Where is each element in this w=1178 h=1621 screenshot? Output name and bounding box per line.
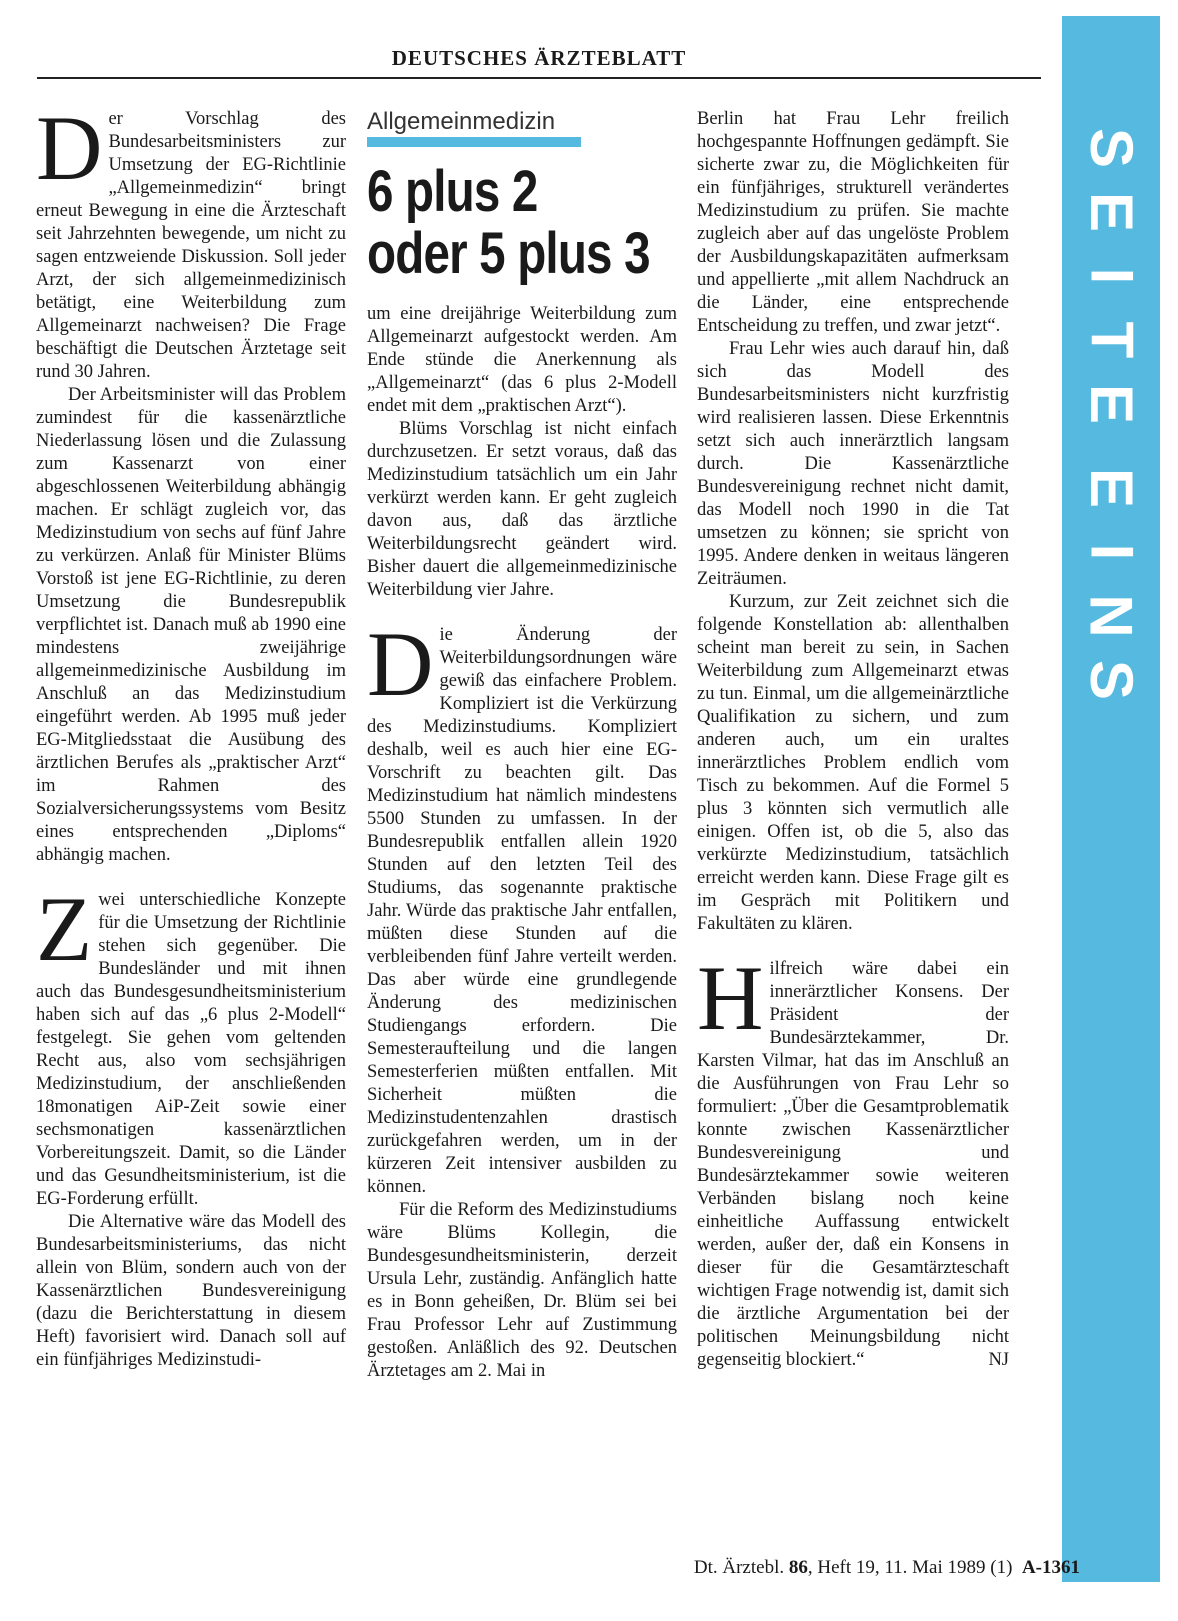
paragraph: Hilfreich wäre dabei ein innerärztlicher Konsens. Der Präsident der Bundesärztekammer, Dr. Karsten Vilmar, hat das im Anschluß an die Ausführungen von Frau Lehr so formuliert: „Über die Gesamtproblematik konnte zwischen Kassenärztlicher Bundesvereinigung und Bundesärztekammer sowie weiteren Verbänden bislang noch keine einheitliche Auffassung entwickelt werden, außer der, daß ein Konsens in dieser für die Gesamtärzteschaft wichtigen Frage notwendig ist, damit sich die ärztliche Argumentation bei der politischen Meinungsbildung nicht gegenseitig blockiert.“ NJ [697, 947, 1009, 1370]
kicker-underline [367, 137, 581, 147]
band-letter: E [1078, 383, 1145, 425]
article-headline [367, 161, 679, 285]
drop-cap: Z [36, 878, 93, 980]
section-band-letters [1062, 116, 1160, 712]
masthead-rule [37, 77, 1041, 79]
paragraph: Die Änderung der Weiterbildungsordnungen wäre gewiß das einfachere Problem. Kompliziert ist die Verkürzung des Medizinstudiums. Kompliziert deshalb, weil es auch hier eine EG-Vorschrift zu beachten gilt. Das Medizinstudium hat nämlich mindestens 5500 Stunden zu umfassen. In der Bundesrepublik entfallen allein 1920 Stunden auf den letzten Teil des Studiums, das sogenannte praktische Jahr. Würde das praktische Jahr entfallen, müßten diese Stunden auf die verbleibenden fünf Jahre verteilt werden. Das aber würde eine grundlegende Änderung des medizinischen Studiengangs erfordern. Die Semesteraufteilung und die langen Semesterferien müßten entfallen. Mit Sicherheit müßten die Medizinstudentenzahlen drastisch zurückgefahren werden, um in der kürzeren Zeit intensiver ausbilden zu können. [367, 613, 677, 1197]
footer-source: Dt. Ärztebl. [693, 1557, 785, 1578]
band-letter: E [1078, 191, 1145, 233]
article-column-3 [697, 108, 1009, 1372]
paragraph: Die Alternative wäre das Modell des Bundesarbeitsministeriums, das nicht allein von Blüm, sondern auch von der Kassenärztlichen Bundesvereinigung (dazu die Berichterstattung in diesem Heft) favorisiert wird. Danach soll auf ein fünfjähriges Medizinstudi- [36, 1212, 346, 1370]
footer-issue: , Heft 19, 11. Mai 1989 (1) [807, 1557, 1013, 1578]
paragraph: Der Arbeitsminister will das Problem zumindest für die kassenärztliche Niederlassung lösen und die Zulassung zum Kassenarzt von einer abgeschlossenen Weiterbildung abhängig machen. Er schlägt zugleich vor, das Medizinstudium von sechs auf fünf Jahre zu verkürzen. Anlaß für Minister Blüms Vorstoß ist jene EG-Richtlinie, zu deren Umsetzung die Bundesrepublik verpflichtet ist. Danach muß ab 1990 eine mindestens zweijährige allgemeinmedizinische Ausbildung im Anschluß an das Medizinstudium eingeführt werden. Ab 1995 muß jeder EG-Mitgliedsstaat die Ausübung des ärztlichen Berufes als „praktischer Arzt“ im Rahmen des Sozialversicherungssystems vom Besitz eines entsprechenden „Diploms“ abhängig machen. [36, 385, 346, 865]
article-kicker: Allgemeinmedizin [367, 108, 556, 135]
masthead: DEUTSCHES ÄRZTEBLATT [391, 46, 687, 70]
band-letter: S [1078, 127, 1145, 169]
drop-cap: H [697, 947, 764, 1049]
band-letter: I [1077, 267, 1145, 285]
paragraph: Berlin hat Frau Lehr freilich hochgespannte Hoffnungen gedämpft. Sie sicherte zwar zu, die Möglichkeiten für ein fünfjähriges, strukturell verändertes Medizinstudium zu prüfen. Sie machte zugleich aber auf das ungelöste Problem der Ausbildungskapazitäten aufmerksam und appellierte „mit allem Nachdruck an die Länder, eine entsprechende Entscheidung zu treffen, und zwar jetzt“. [697, 109, 1009, 336]
paragraph: um eine dreijährige Weiterbildung zum Allgemeinarzt aufgestockt werden. Am Ende stünde die Anerkennung als „Allgemeinarzt“ (das 6 plus 2-Modell endet mit dem „praktischen Arzt“). [367, 304, 677, 416]
footer-volume: 86 [788, 1557, 808, 1578]
drop-cap: D [367, 613, 434, 715]
section-band-seite-eins [1062, 16, 1160, 1582]
paragraph: Frau Lehr wies auch darauf hin, daß sich das Modell des Bundesarbeitsministers nicht kurzfristig wird realisieren lassen. Diese Erkenntnis setzt sich auch innerärztlich langsam durch. Die Kassenärztliche Bundesvereinigung rechnet nicht damit, das Modell noch 1990 in die Tat umsetzen zu können; sie spricht von 1995. Andere denken in weitaus längeren Zeiträumen. [697, 339, 1009, 589]
band-letter: N [1078, 594, 1145, 638]
band-letter: E [1078, 467, 1145, 509]
headline-line-1: 6 plus 2 [367, 159, 538, 224]
band-letter: S [1078, 659, 1145, 701]
page-footer [640, 1557, 1080, 1579]
page-number: A-1361 [1021, 1557, 1080, 1578]
article-column-2 [367, 110, 677, 1383]
band-letter: I [1077, 543, 1145, 561]
paragraph: Der Vorschlag des Bundesarbeitsministers zur Umsetzung der EG-Richtlinie „Allgemeinmedizin“ bringt erneut Bewegung in eine die Ärzteschaft seit Jahrzehnten bewegende, um nicht zu sagen entzweiende Diskussion. Soll jeder Arzt, der sich allgemeinmedizinisch betätigt, eine Weiterbildung zum Allgemeinarzt nachweisen? Die Frage beschäftigt die Deutschen Ärztetage seit rund 30 Jahren. [36, 97, 346, 382]
band-letter: T [1078, 321, 1145, 359]
drop-cap: D [36, 97, 103, 199]
author-initials: NJ [988, 1350, 1009, 1370]
paragraph: Zwei unterschiedliche Konzepte für die Umsetzung der Richtlinie stehen sich gegenüber. Die Bundesländer und mit ihnen auch das Bundesgesundheitsministerium haben sich auf das „6 plus 2-Modell“ festgelegt. Sie gehen vom geltenden Recht aus, also vom sechsjährigen Medizinstudium, der anschließenden 18monatigen AiP-Zeit sowie einer sechsmonatigen kassenärztlichen Vorbereitungszeit. Damit, so die Länder und das Gesundheitsministerium, ist die EG-Forderung erfüllt. [36, 878, 346, 1209]
paragraph: Blüms Vorschlag ist nicht einfach durchzusetzen. Er setzt voraus, daß das Medizinstudium tatsächlich um ein Jahr verkürzt werden kann. Er geht zugleich davon aus, daß das ärztliche Weiterbildungsrecht geändert wird. Bisher dauert die allgemeinmedizinische Weiterbildung vier Jahre. [367, 419, 677, 600]
paragraph: Kurzum, zur Zeit zeichnet sich die folgende Konstellation ab: allenthalben scheint man bereit zu sein, in Sachen Weiterbildung zum Allgemeinarzt etwas zu tun. Einmal, um die allgemeinärztliche Qualifikation zu sichern, und zum anderen auch, um ein uraltes innerärztliches Problem endlich vom Tisch zu bekommen. Auf die Formel 5 plus 3 könnten sich vermutlich alle einigen. Offen ist, ob die 5, also das verkürzte Medizinstudium, tatsächlich erreicht werden kann. Diese Frage gilt es im Gespräch mit Politikern und Fakultäten zu klären. [697, 592, 1009, 934]
paragraph: Für die Reform des Medizinstudiums wäre Blüms Kollegin, die Bundesgesundheitsministerin, derzeit Ursula Lehr, zuständig. Anfänglich hatte es in Bonn geheißen, Dr. Blüm sei bei Frau Professor Lehr auf Zustimmung gestoßen. Anläßlich des 92. Deutschen Ärztetages am 2. Mai in [367, 1200, 677, 1381]
article-column-1 [36, 97, 346, 1372]
headline-line-2: oder 5 plus 3 [367, 221, 650, 286]
